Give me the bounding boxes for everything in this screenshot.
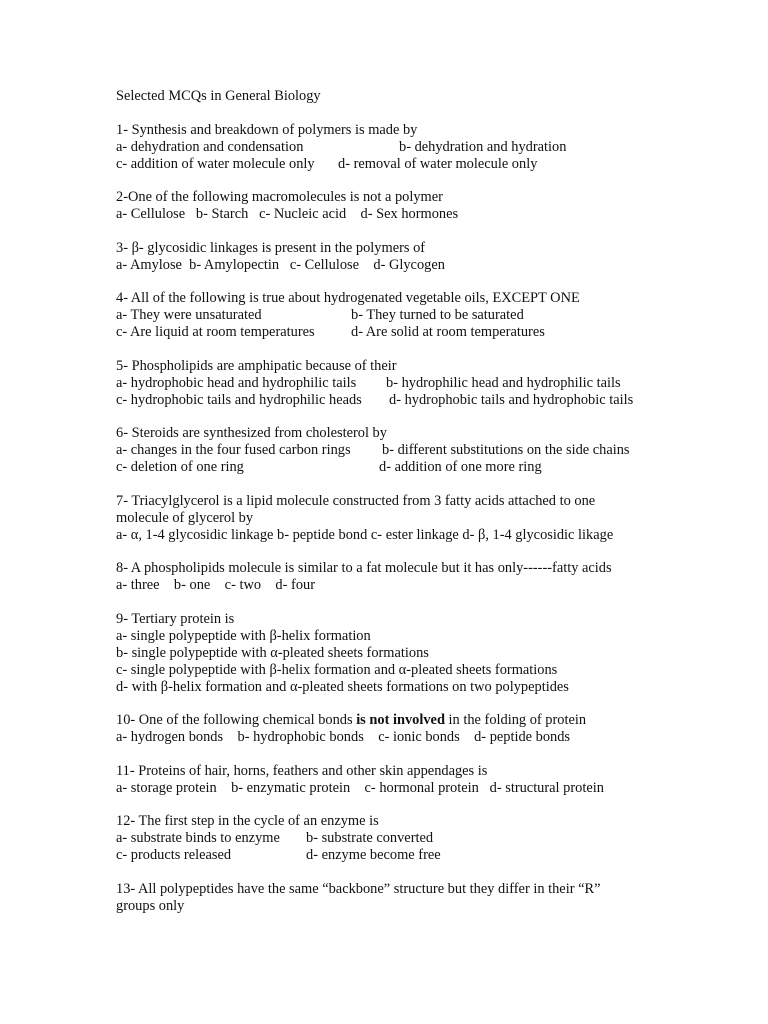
stem-text: 10- One of the following chemical bonds [116,712,357,728]
answer-line [116,324,756,341]
option-b: b- single polypeptide with α-pleated sheets formations [116,644,429,661]
question-stem: 4- All of the following is true about hydrogenated vegetable oils, EXCEPT ONE [116,290,580,306]
option-a: a- hydrophobic head and hydrophilic tails [116,374,357,391]
question-6 [116,425,756,476]
question-stem: 13- All polypeptides have the same “backbone” structure but they differ in their “R” groups only [116,880,601,914]
question-11 [116,763,756,797]
question-2 [116,189,756,223]
question-13 [116,881,756,915]
option-c: c- addition of water molecule only [116,155,315,172]
option-a: a- They were unsaturated [116,307,262,323]
option-b: b- dehydration and hydration [399,138,567,155]
answer-line: a- α, 1-4 glycosidic linkage b- peptide bond c- ester linkage d- β, 1-4 glycosidic likage [116,526,614,543]
question-stem: 11- Proteins of hair, horns, feathers and other skin appendages is [116,762,488,779]
option-c: c- hydrophobic tails and hydrophilic heads [116,391,362,408]
option-c: c- products released [116,847,232,863]
question-stem: 1- Synthesis and breakdown of polymers is made by [116,121,418,138]
option-a: a- dehydration and condensation [116,138,304,155]
option-c: c- single polypeptide with β-helix formation and α-pleated sheets formations [116,661,558,678]
question-8 [116,560,756,594]
stem-text: in the folding of protein [444,712,587,728]
question-stem: 9- Tertiary protein is [116,610,235,627]
option-b: b- different substitutions on the side chains [382,442,630,458]
option-b: b- substrate converted [306,830,434,846]
question-stem: 3- β- glycosidic linkages is present in the polymers of [116,239,426,256]
answer-line [116,459,756,476]
answer-line: a- three b- one c- two d- four [116,577,315,593]
answer-line: a- hydrogen bonds b- hydrophobic bonds c- ionic bonds d- peptide bonds [116,729,571,745]
stem-emphasis: is not involved [356,712,445,728]
question-stem: 2-One of the following macromolecules is not a polymer [116,189,443,205]
answer-line [116,375,756,392]
question-stem: 5- Phospholipids are amphipatic because of their [116,357,397,374]
question-stem [116,712,756,729]
option-a: a- changes in the four fused carbon rings [116,442,351,458]
question-1 [116,122,756,173]
option-c: c- Are liquid at room temperatures [116,324,315,340]
option-a: a- single polypeptide with β-helix formation [116,627,371,644]
question-4 [116,290,756,341]
option-b: b- hydrophilic head and hydrophilic tails [386,374,621,391]
answer-line [116,392,756,409]
question-stem: 12- The first step in the cycle of an enzyme is [116,813,379,829]
option-d: d- hydrophobic tails and hydrophobic tails [389,391,634,408]
question-stem: 8- A phospholipids molecule is similar to a fat molecule but it has only------fatty acids [116,560,612,576]
option-d: d- enzyme become free [306,847,441,863]
answer-line: a- storage protein b- enzymatic protein c- hormonal protein d- structural protein [116,779,604,796]
document-page [116,88,756,931]
option-d: d- Are solid at room temperatures [351,324,545,340]
question-10 [116,712,756,746]
option-a: a- substrate binds to enzyme [116,830,280,846]
question-7 [116,493,756,544]
answer-line [116,830,756,847]
answer-line [116,139,756,156]
answer-line [116,156,756,173]
document-title: Selected MCQs in General Biology [116,88,321,104]
option-d: d- with β-helix formation and α-pleated sheets formations on two polypeptides [116,678,569,695]
option-b: b- They turned to be saturated [351,307,524,323]
answer-line [116,847,756,864]
question-9 [116,611,756,696]
answer-line: a- Cellulose b- Starch c- Nucleic acid d- Sex hormones [116,206,459,222]
answer-line [116,442,756,459]
option-c: c- deletion of one ring [116,459,244,475]
option-d: d- removal of water molecule only [338,155,538,172]
question-stem: 7- Triacylglycerol is a lipid molecule constructed from 3 fatty acids attached to one molecule of glycerol by [116,492,596,526]
question-5 [116,358,756,409]
question-12 [116,813,756,864]
question-3 [116,240,756,274]
answer-line: a- Amylose b- Amylopectin c- Cellulose d- Glycogen [116,256,445,273]
answer-line [116,307,756,324]
option-d: d- addition of one more ring [379,459,542,475]
question-stem: 6- Steroids are synthesized from cholesterol by [116,425,387,441]
